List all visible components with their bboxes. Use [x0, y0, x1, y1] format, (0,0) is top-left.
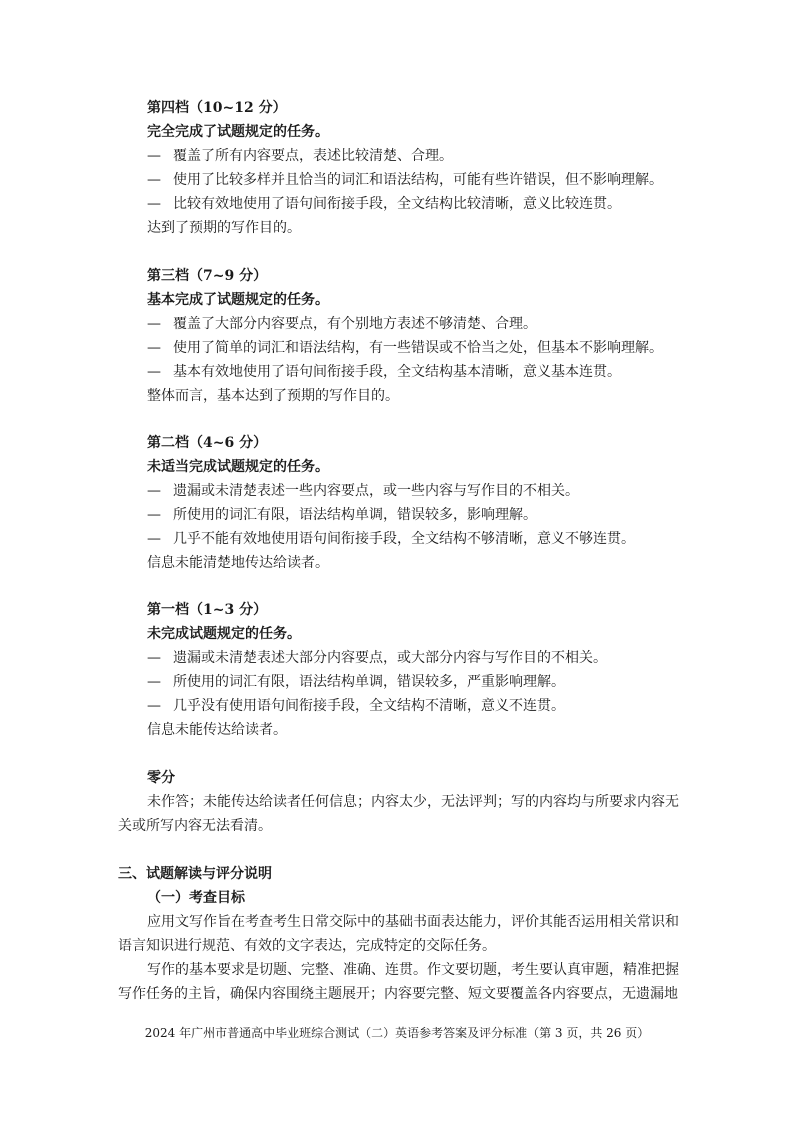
- body-paragraph-line: 写作的基本要求是切题、完整、准确、连贯。作文要切题，考生要认真审题，精准把握: [147, 962, 679, 978]
- grade-point: [147, 503, 707, 527]
- grade-point-text: 所使用的词汇有限，语法结构单调，错误较多，严重影响理解。: [173, 674, 565, 690]
- bullet-dash: —: [147, 316, 161, 332]
- section-heading: 三、试题解读与评分说明: [118, 866, 272, 882]
- bullet-dash: —: [147, 148, 161, 164]
- bullet-dash: —: [147, 483, 161, 499]
- grade-point: [147, 527, 707, 551]
- bullet-dash: —: [147, 364, 161, 380]
- grade-point: [147, 336, 707, 360]
- grade-summary: 完全完成了试题规定的任务。: [147, 124, 329, 140]
- grade-point-text: 使用了简单的词汇和语法结构，有一些错误或不恰当之处，但基本不影响理解。: [173, 340, 663, 356]
- grade-block-2: [147, 431, 707, 575]
- page-footer: 2024 年广州市普通高中毕业班综合测试（二）英语参考答案及评分标准（第 3 页，共 26 页）: [144, 1026, 650, 1040]
- body-paragraph-line: 语言知识进行规范、有效的文字表达，完成特定的交际任务。: [118, 938, 496, 954]
- grade-conclusion: 信息未能传达给读者。: [147, 722, 287, 738]
- bullet-dash: —: [147, 507, 161, 523]
- grade-title: 第四档（10~12 分）: [147, 100, 287, 116]
- grade-point: [147, 192, 707, 216]
- grade-point-text: 几乎没有使用语句间衔接手段，全文结构不清晰，意义不连贯。: [173, 698, 565, 714]
- body-paragraph-line: 写作任务的主旨，确保内容围绕主题展开；内容要完整、短文要覆盖各内容要点，无遗漏地: [118, 986, 678, 1002]
- grade-point-text: 遗漏或未清楚表述大部分内容要点，或大部分内容与写作目的不相关。: [173, 650, 607, 666]
- grade-point-text: 覆盖了所有内容要点，表述比较清楚、合理。: [173, 148, 453, 164]
- grade-point: [147, 144, 707, 168]
- bullet-dash: —: [147, 674, 161, 690]
- zero-score-title: 零分: [147, 770, 175, 786]
- grade-title: 第一档（1~3 分）: [147, 602, 268, 618]
- bullet-dash: —: [147, 650, 161, 666]
- bullet-dash: —: [147, 196, 161, 212]
- zero-score-line: 关或所写内容无法看清。: [118, 818, 272, 834]
- grade-point: [147, 312, 707, 336]
- grade-summary: 未完成试题规定的任务。: [147, 626, 301, 642]
- grade-point-text: 比较有效地使用了语句间衔接手段，全文结构比较清晰，意义比较连贯。: [173, 196, 621, 212]
- bullet-dash: —: [147, 531, 161, 547]
- grade-point-text: 覆盖了大部分内容要点，有个别地方表述不够清楚、合理。: [173, 316, 537, 332]
- grade-block-1: [147, 598, 707, 742]
- grade-point: [147, 646, 707, 670]
- grade-point-text: 所使用的词汇有限，语法结构单调，错误较多，影响理解。: [173, 507, 537, 523]
- grade-title: 第二档（4~6 分）: [147, 435, 268, 451]
- grade-summary: 未适当完成试题规定的任务。: [147, 459, 329, 475]
- grade-conclusion: 达到了预期的写作目的。: [147, 220, 301, 236]
- body-paragraph-line: 应用文写作旨在考查考生日常交际中的基础书面表达能力，评价其能否运用相关常识和: [147, 914, 679, 930]
- grade-point: [147, 168, 707, 192]
- grade-point-text: 基本有效地使用了语句间衔接手段，全文结构基本清晰，意义基本连贯。: [173, 364, 621, 380]
- grade-point: [147, 479, 707, 503]
- grade-summary: 基本完成了试题规定的任务。: [147, 292, 329, 308]
- grade-conclusion: 整体而言，基本达到了预期的写作目的。: [147, 388, 399, 404]
- grade-point-text: 使用了比较多样并且恰当的词汇和语法结构，可能有些许错误，但不影响理解。: [173, 172, 663, 188]
- grade-point: [147, 360, 707, 384]
- grade-point-text: 几乎不能有效地使用语句间衔接手段，全文结构不够清晰，意义不够连贯。: [173, 531, 635, 547]
- zero-score-title-block: [147, 766, 707, 790]
- bullet-dash: —: [147, 340, 161, 356]
- bullet-dash: —: [147, 172, 161, 188]
- grade-point: [147, 694, 707, 718]
- grade-block-4: [147, 96, 707, 240]
- grade-conclusion: 信息未能清楚地传达给读者。: [147, 555, 329, 571]
- grade-block-3: [147, 264, 707, 408]
- grade-point-text: 遗漏或未清楚表述一些内容要点，或一些内容与写作目的不相关。: [173, 483, 579, 499]
- subsection-heading: （一）考查目标: [147, 890, 245, 906]
- grade-point: [147, 670, 707, 694]
- zero-score-line: 未作答；未能传达给读者任何信息；内容太少，无法评判；写的内容均与所要求内容无: [147, 794, 679, 810]
- grade-title: 第三档（7~9 分）: [147, 268, 268, 284]
- bullet-dash: —: [147, 698, 161, 714]
